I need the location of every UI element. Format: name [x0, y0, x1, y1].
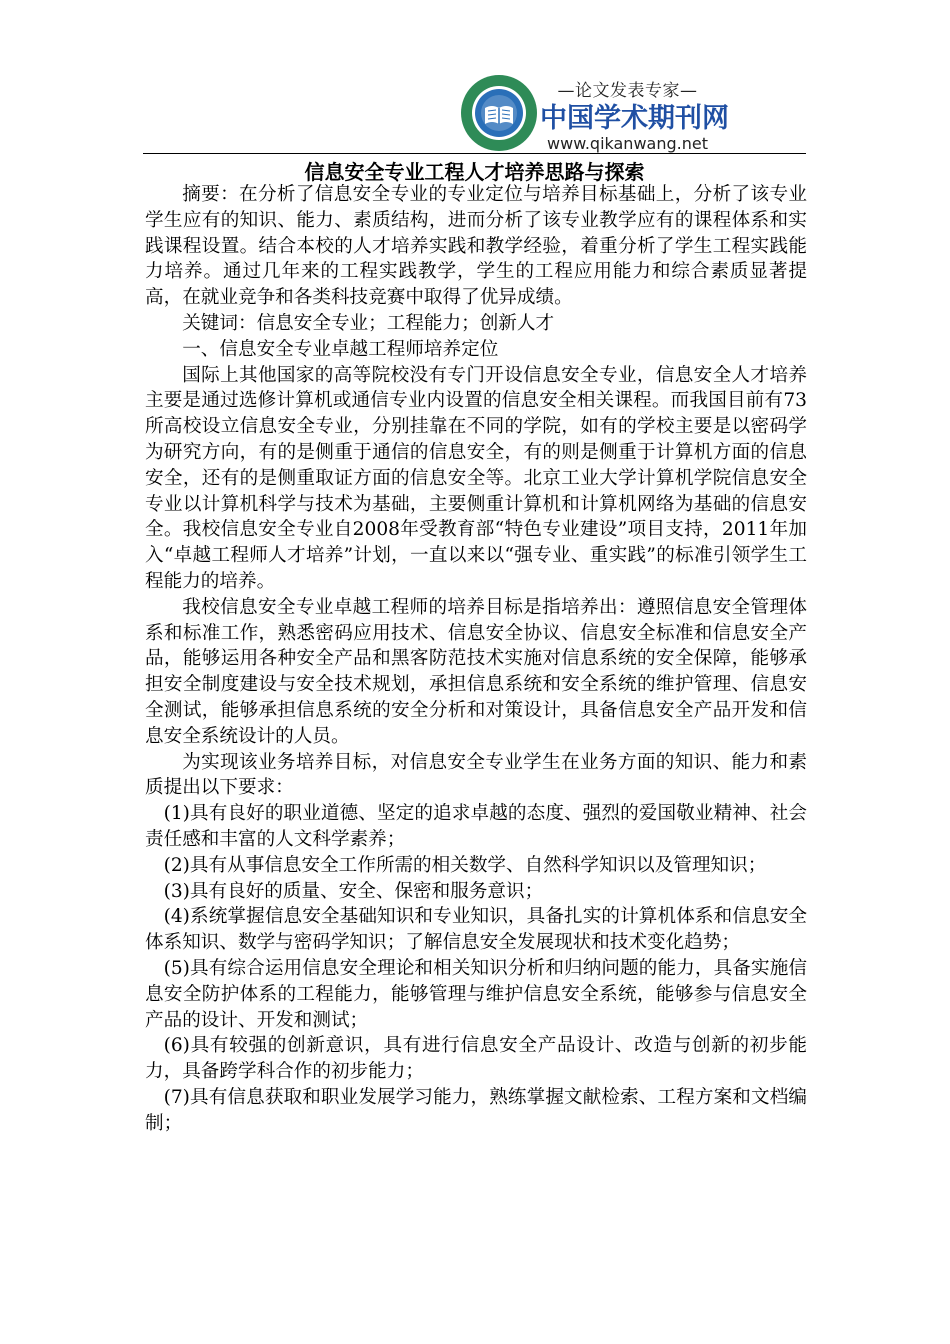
- document-title: 信息安全专业工程人才培养思路与探索: [304, 160, 645, 184]
- requirement-item: (4)系统掌握信息安全基础知识和专业知识，具备扎实的计算机体系和信息安全体系知识、数学与密码学知识；了解信息安全发展现状和技术变化趋势；: [145, 906, 807, 954]
- abstract-paragraph: 摘要：在分析了信息安全专业的专业定位与培养目标基础上，分析了该专业学生应有的知识、能力、素质结构，进而分析了该专业教学应有的课程体系和实践课程设置。结合本校的人才培养实践和教学经验，着重分析了学生工程实践能力培养。通过几年来的工程实践教学，学生的工程应用能力和综合素质显著提高，在就业竞争和各类科技竞赛中取得了优异成绩。: [145, 184, 807, 309]
- logo-slogan: —论文发表专家—: [557, 81, 698, 101]
- logo-brand-name: 中国学术期刊网: [540, 103, 729, 134]
- requirement-item: (7)具有信息获取和职业发展学习能力，熟练掌握文献检索、工程方案和文档编制；: [145, 1086, 807, 1134]
- header-divider: [143, 153, 806, 154]
- requirement-item: (6)具有较强的创新意识，具有进行信息安全产品设计、改造与创新的初步能力，具备跨学科合作的初步能力；: [145, 1035, 807, 1083]
- requirement-item: (5)具有综合运用信息安全理论和相关知识分析和归纳问题的能力，具备实施信息安全防护体系的工程能力，能够管理与维护信息安全系统，能够参与信息安全产品的设计、开发和测试；: [145, 957, 807, 1031]
- journal-seal-logo: [460, 74, 538, 152]
- site-header: [460, 74, 729, 153]
- requirement-item: (3)具有良好的质量、安全、保密和服务意识；: [163, 880, 544, 902]
- logo-text-block: [540, 76, 729, 153]
- keywords-paragraph: 关键词：信息安全专业；工程能力；创新人才: [182, 312, 555, 334]
- body-paragraph: 为实现该业务培养目标，对信息安全专业学生在业务方面的知识、能力和素质提出以下要求：: [145, 751, 807, 799]
- requirement-item: (1)具有良好的职业道德、坚定的追求卓越的态度、强烈的爱国敬业精神、社会责任感和丰富的人文科学素养；: [145, 803, 807, 850]
- section-heading: 一、信息安全专业卓越工程师培养定位: [182, 338, 499, 360]
- document-body: [145, 182, 807, 1136]
- body-paragraph: 我校信息安全专业卓越工程师的培养目标是指培养出：遵照信息安全管理体系和标准工作，熟悉密码应用技术、信息安全协议、信息安全标准和信息安全产品，能够运用各种安全产品和黑客防范技术实施对信息系统的安全保障，能够承担安全制度建设与安全技术规划，承担信息系统和安全系统的维护管理、信息安全测试，能够承担信息系统的安全分析和对策设计，具备信息安全产品开发和信息安全系统设计的人员。: [145, 596, 807, 747]
- body-paragraph: 国际上其他国家的高等院校没有专门开设信息安全专业，信息安全人才培养主要是通过选修计算机或通信专业内设置的信息安全相关课程。而我国目前有73所高校设立信息安全专业，分别挂靠在不同的学院，如有的学校主要是以密码学为研究方向，有的是侧重于通信的信息安全，有的则是侧重于计算机方面的信息安全，还有的是侧重取证方面的信息安全等。北京工业大学计算机学院信息安全专业以计算机科学与技术为基础，主要侧重计算机和计算机网络为基础的信息安全。我校信息安全专业自2008年受教育部“特色专业建设”项目支持，2011年加入“卓越工程师人才培养”计划，一直以来以“强专业、重实践”的标准引领学生工程能力的培养。: [145, 364, 807, 592]
- logo-url: www.qikanwang.net: [547, 134, 708, 153]
- requirement-item: (2)具有从事信息安全工作所需的相关数学、自然科学知识以及管理知识；: [163, 854, 767, 876]
